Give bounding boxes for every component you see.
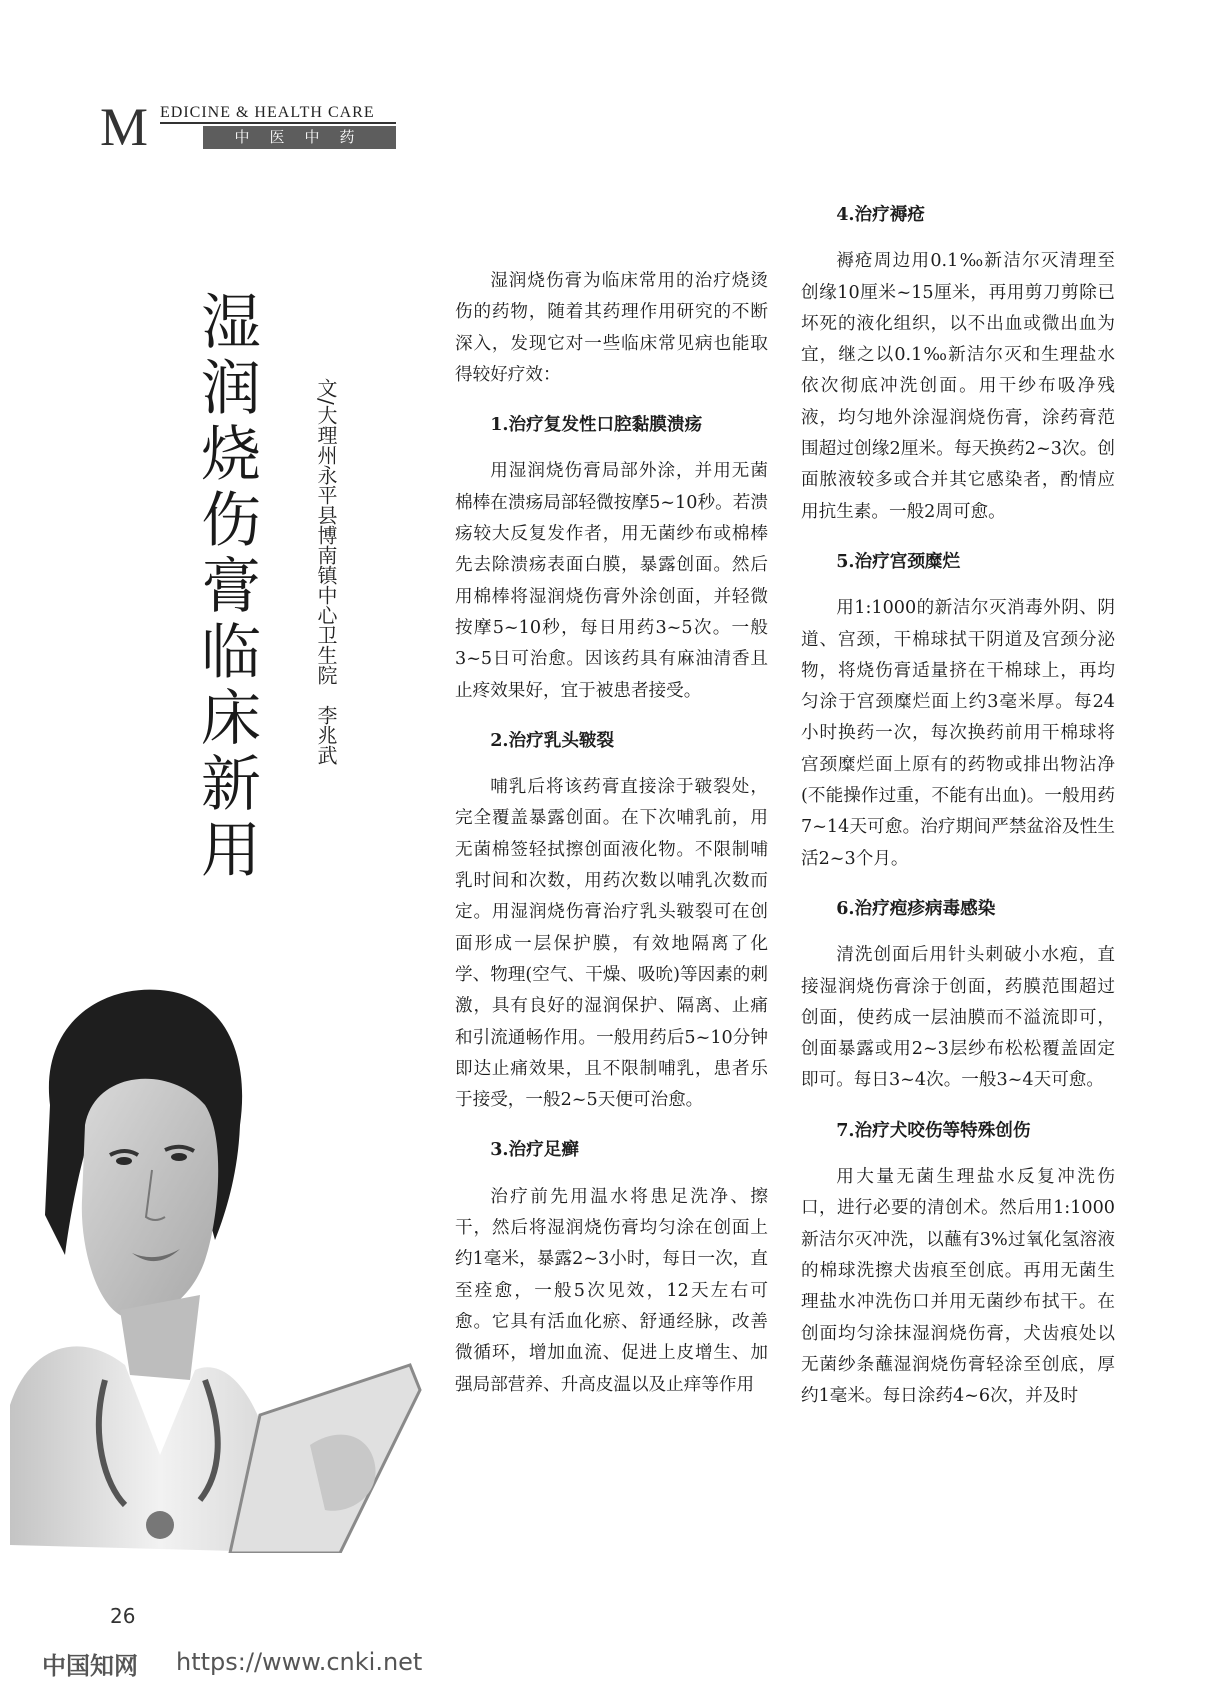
section-body-1: 用湿润烧伤膏局部外涂，并用无菌棉棒在溃疡局部轻微按摩5~10秒。若溃疡较大反复发作者，用无菌纱布或棉棒先去除溃疡表面白膜，暴露创面。然后用棉棒将湿润烧伤膏外涂创面，并轻微按摩5~10秒，每日用药3~5次。一般3~5日可治愈。因该药具有麻油清香且止疼效果好，宜于被患者接受。 (455, 461, 768, 701)
section-body-5: 用1:1000的新洁尔灭消毒外阴、阴道、宫颈，干棉球拭干阴道及宫颈分泌物，将烧伤膏适量挤在干棉球上，再均匀涂于宫颈糜烂面上约3毫米厚。每24小时换药一次，每次换药前用干棉球将宫颈糜烂面上原有的药物或排出物沾净(不能操作过重，不能有出血)。一般用药7~14天可愈。治疗期间严禁盆浴及性生活2~3个月。 (801, 598, 1115, 869)
article-column-2 (801, 199, 1115, 1412)
cnki-url[interactable]: https://www.cnki.net (176, 1648, 423, 1676)
article-column-1 (455, 266, 768, 1401)
page-number: 26 (110, 1604, 136, 1628)
section-heading-5: 5.治疗宫颈糜烂 (836, 550, 961, 572)
article-byline: 文/大理州永平县博南镇中心卫生院 李兆武 (314, 378, 338, 765)
section-heading-2: 2.治疗乳头皲裂 (490, 729, 615, 751)
section-title-english: EDICINE & HEALTH CARE (160, 104, 375, 121)
section-body-6: 清洗创面后用针头刺破小水疱，直接湿润烧伤膏涂于创面，药膜范围超过创面，使药成一层油膜而不溢流即可，创面暴露或用2~3层纱布松松覆盖固定即可。每日3~4次。一般3~4天可愈。 (801, 945, 1115, 1091)
header-divider (160, 122, 396, 124)
section-body-4: 褥疮周边用0.1‰新洁尔灭清理至创缘10厘米~15厘米，再用剪刀剪除已坏死的液化组织，以不出血或微出血为宜，继之以0.1‰新洁尔灭和生理盐水依次彻底冲洗创面。用干纱布吸净残液，均匀地外涂湿润烧伤膏，涂药膏范围超过创缘2厘米。每天换药2~3次。创面脓液较多或合并其它感染者，酌情应用抗生素。一般2周可愈。 (801, 251, 1115, 522)
section-body-2: 哺乳后将该药膏直接涂于皲裂处，完全覆盖暴露创面。在下次哺乳前，用无菌棉签轻拭擦创面液化物。不限制哺乳时间和次数，用药次数以哺乳次数而定。用湿润烧伤膏治疗乳头皲裂可在创面形成一层保护膜，有效地隔离了化学、物理(空气、干燥、吸吮)等因素的刺激，具有良好的湿润保护、隔离、止痛和引流通畅作用。一般用药后5~10分钟即达止痛效果，且不限制哺乳，患者乐于接受，一般2~5天便可治愈。 (455, 777, 768, 1111)
section-body-7: 用大量无菌生理盐水反复冲洗伤口，进行必要的清创术。然后用1:1000新洁尔灭冲洗，以蘸有3%过氧化氢溶液的棉球洗擦犬齿痕至创底。再用无菌生理盐水冲洗伤口并用无菌纱布拭干。在创面均匀涂抹湿润烧伤膏，犬齿痕处以无菌纱条蘸湿润烧伤膏轻涂至创底，厚约1毫米。每日涂药4~6次，并及时 (801, 1167, 1115, 1407)
section-heading-1: 1.治疗复发性口腔黏膜溃疡 (490, 414, 703, 436)
section-body-3: 治疗前先用温水将患足洗净、擦干，然后将湿润烧伤膏均匀涂在创面上约1毫米，暴露2~3小时，每日一次，直至痊愈，一般5次见效，12天左右可愈。它具有活血化瘀、舒通经脉，改善微循环，增加血流、促进上皮增生、加强局部营养、升高皮温以及止痒等作用 (455, 1186, 768, 1395)
section-heading-7: 7.治疗犬咬伤等特殊创伤 (836, 1119, 1031, 1141)
doctor-photo (10, 985, 425, 1553)
section-logo-letter: M (100, 97, 149, 157)
cnki-brand-label: 中国知网 (42, 1652, 138, 1680)
article-title: 湿润烧伤膏临床新用 (191, 290, 261, 884)
intro-paragraph: 湿润烧伤膏为临床常用的治疗烧烫伤的药物，随着其药理作用研究的不断深入，发现它对一些临床常见病也能取得较好疗效： (455, 271, 768, 385)
section-title-chinese: 中医中药 (203, 126, 396, 149)
section-heading-6: 6.治疗疱疹病毒感染 (836, 897, 996, 919)
section-heading-4: 4.治疗褥疮 (836, 204, 925, 225)
section-heading-3: 3.治疗足癣 (490, 1139, 579, 1161)
